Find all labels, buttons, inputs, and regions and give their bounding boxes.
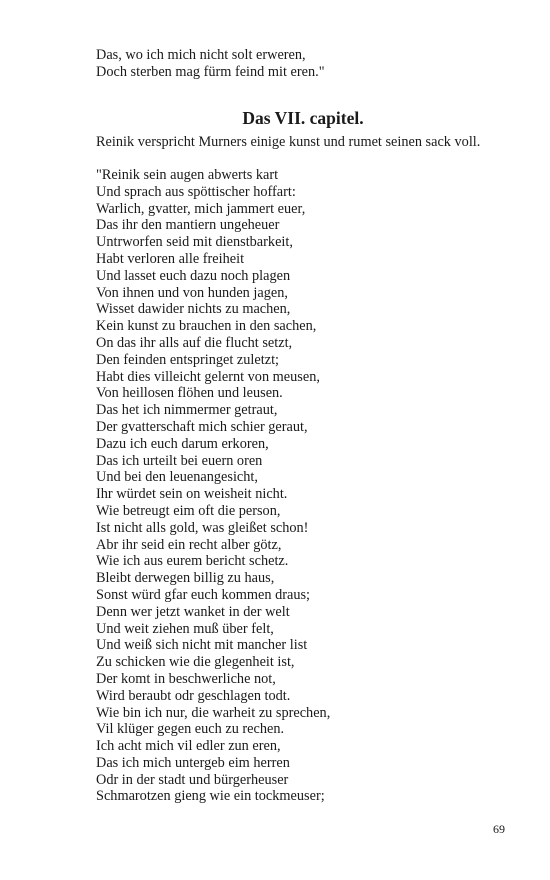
verse-line: Von ihnen und von hunden jagen,: [96, 284, 288, 301]
verse-line: Wisset dawider nichts zu machen,: [96, 301, 291, 318]
verse-line: Und weiß sich nicht mit mancher list: [96, 637, 308, 654]
verse-line: Sonst würd gfar euch kommen draus;: [96, 586, 311, 603]
verse-line: Denn wer jetzt wanket in der welt: [96, 603, 290, 620]
verse-line: Und sprach aus spöttischer hoffart:: [96, 183, 296, 200]
page-number: 69: [493, 822, 505, 836]
verse-line: Warlich, gvatter, mich jammert euer,: [96, 200, 306, 217]
chapter-title: Das VII. capitel.: [242, 108, 364, 128]
verse-line: Wird beraubt odr geschlagen todt.: [96, 687, 291, 704]
verse-line: Abr ihr seid ein recht alber götz,: [96, 536, 282, 553]
verse-line: Das het ich nimmermer getraut,: [96, 402, 278, 419]
verse-line: Das, wo ich mich nicht solt erweren,: [96, 47, 306, 63]
verse-line: Habt dies villeicht gelernt von meusen,: [96, 368, 320, 385]
verse-line: Wie ich aus eurem bericht schetz.: [96, 553, 289, 570]
verse-line: Das ich urteilt bei euern oren: [96, 452, 263, 469]
verse-line: Der komt in beschwerliche not,: [96, 670, 276, 687]
verse-line: Den feinden entspringet zuletzt;: [96, 351, 280, 368]
continued-verse: [96, 47, 325, 81]
verse-line: Wie betreugt eim oft die person,: [96, 502, 281, 519]
verse-line: Das ich mich untergeb eim herren: [96, 754, 290, 771]
verse-line: Ich acht mich vil edler zun eren,: [96, 738, 281, 755]
verse-line: Wie bin ich nur, die warheit zu sprechen,: [96, 704, 331, 721]
verse-line: Ist nicht alls gold, was gleißet schon!: [96, 519, 309, 536]
verse-line: Dazu ich euch darum erkoren,: [96, 435, 269, 452]
chapter-summary: Reinik verspricht Murners einige kunst und rumet seinen sack voll.: [96, 134, 481, 150]
verse-line: Untrworfen seid mit dienstbarkeit,: [96, 234, 293, 251]
verse-line: Doch sterben mag fürm feind mit eren.": [96, 63, 325, 80]
verse-line: On das ihr alls auf die flucht setzt,: [96, 334, 293, 351]
verse-line: Kein kunst zu brauchen in den sachen,: [96, 318, 317, 335]
verse-line: Odr in der stadt und bürgerheuser: [96, 771, 289, 788]
verse-line: "Reinik sein augen abwerts kart: [96, 167, 279, 183]
verse-line: Und lasset euch dazu noch plagen: [96, 267, 291, 284]
verse-line: Schmarotzen gieng wie ein tockmeuser;: [96, 788, 325, 805]
verse-line: Ihr würdet sein on weisheit nicht.: [96, 486, 288, 503]
verse-line: Und bei den leuenangesicht,: [96, 469, 258, 486]
verse-line: Von heillosen flöhen und leusen.: [96, 385, 283, 402]
chapter-verse: [96, 167, 330, 805]
verse-line: Vil klüger gegen euch zu rechen.: [96, 721, 285, 738]
verse-line: Zu schicken wie die glegenheit ist,: [96, 654, 295, 671]
verse-line: Bleibt derwegen billig zu haus,: [96, 570, 275, 587]
verse-line: Und weit ziehen muß über felt,: [96, 620, 274, 637]
verse-line: Habt verloren alle freiheit: [96, 250, 245, 267]
verse-line: Der gvatterschaft mich schier geraut,: [96, 418, 308, 435]
verse-line: Das ihr den mantiern ungeheuer: [96, 217, 280, 234]
